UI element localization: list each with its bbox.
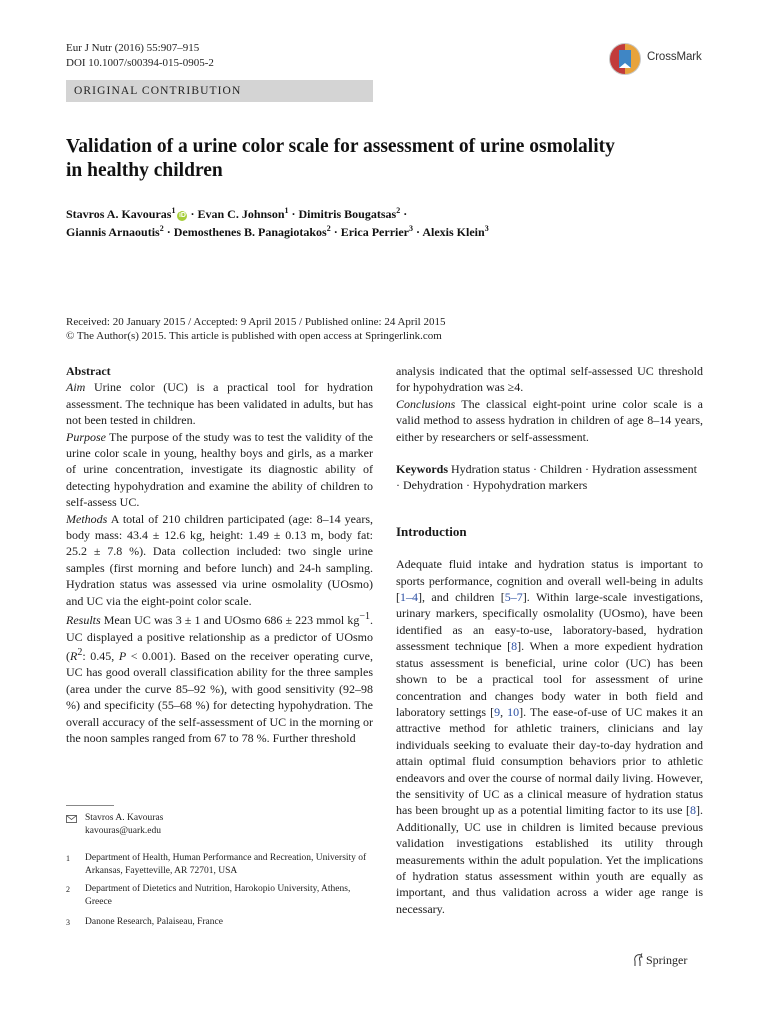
crossmark-badge[interactable] xyxy=(609,40,709,80)
keywords xyxy=(396,461,703,494)
affiliation-2 xyxy=(66,883,406,911)
conclusions-label: Conclusions xyxy=(396,396,456,411)
intro-text: ], and children [ xyxy=(418,590,505,605)
results-r: R xyxy=(70,648,78,663)
springer-horse-icon xyxy=(632,953,644,967)
aim-label: Aim xyxy=(66,380,86,395)
author-affil-sup: 1 xyxy=(171,206,176,215)
author-affil-sup: 2 xyxy=(159,224,164,233)
abstract-results xyxy=(66,609,373,746)
affiliation-number: 2 xyxy=(66,885,70,894)
copyright-line: © The Author(s) 2015. This article is published with open access at Springerlink.com xyxy=(66,330,442,342)
title-line-1: Validation of a urine color scale for assessment of urine osmolality xyxy=(66,136,615,157)
publisher-footer xyxy=(646,953,687,968)
results-text: < 0.001). Based on the receiver operating curve, UC has good overall classification ability for the three samples (area under the curve 85–92 %), with good sensitivity (92–98 %) and specificity (55–68 %) for detecting hypohydration. The overall accuracy of the self-assessment of UC in the morning or the noon samples ranged from 67 to 78 %. Further threshold xyxy=(66,648,373,745)
article-title xyxy=(66,135,706,183)
citation-link[interactable]: 9 xyxy=(494,704,501,719)
author-name[interactable]: Stavros A. Kavouras xyxy=(66,207,172,221)
author-line-2 xyxy=(66,220,489,241)
affiliation-text: Department of Dietetics and Nutrition, Harokopio University, Athens, Greece xyxy=(85,884,351,907)
intro-text: Adequate fluid intake and hydration status is important to sports performance, cognition and overall well-being in adults [ xyxy=(396,557,703,605)
affiliation-text: Department of Health, Human Performance and Recreation, University of Arkansas, Fayetteville, AR 72701, USA xyxy=(85,853,367,876)
citation-link[interactable]: 10 xyxy=(507,704,520,719)
crossmark-label: CrossMark xyxy=(647,51,702,63)
abstract-column xyxy=(66,363,373,746)
contact-name: Stavros A. Kavouras xyxy=(85,813,164,823)
results-label: Results xyxy=(66,613,101,628)
article-type-banner: ORIGINAL CONTRIBUTION xyxy=(66,80,373,102)
intro-text: ]. Additionally, UC use in children is limited because previous validation investigations established its utility through measurements within the adult population. Yet the implications of hydration status assessment within youth are equally as important, and thus validation across a wider age range is necessary. xyxy=(396,803,703,916)
author-affil-sup: 1 xyxy=(284,206,289,215)
results-text: Mean UC was 3 ± 1 and UOsmo 686 ± 223 mmol kg xyxy=(100,613,360,628)
results-sup: −1 xyxy=(359,611,370,623)
purpose-label: Purpose xyxy=(66,429,106,444)
right-column xyxy=(396,363,703,917)
citation-link[interactable]: 8 xyxy=(690,803,696,818)
methods-label: Methods xyxy=(66,511,108,526)
affiliation-number: 3 xyxy=(66,918,70,927)
author-affil-sup: 3 xyxy=(409,224,414,233)
intro-text: ]. When a more expedient hydration status assessment is beneficial, urine color (UC) has been shown to be a practical tool for assessment of urine concentration and changes body water in both field and laboratory settings [ xyxy=(396,639,703,719)
author-affil-sup: 2 xyxy=(396,206,401,215)
methods-text: A total of 210 children participated (age: 8–14 years, body mass: 43.4 ± 12.6 kg, height: 1.49 ± 0.13 m, body fat: 25.2 ± 7.8 %). Data collection included: two single urine samples (first morning and before lunch) and 24-h sampling. Hydration status was assessed via urine osmolality (UOsmo) and UC via the eight-point color scale. xyxy=(66,511,373,608)
contact-email[interactable]: kavouras@uark.edu xyxy=(85,826,162,836)
results-r-sup: 2 xyxy=(77,646,83,658)
author-name[interactable]: · Demosthenes B. Panagiotakos xyxy=(163,225,327,239)
citation-link[interactable]: 8 xyxy=(511,639,518,654)
conclusions-text: The classical eight-point urine color scale is a valid method to assess hydration in children of age 8–14 years, either by researchers or self-assessment. xyxy=(396,396,703,444)
author-name[interactable]: Giannis Arnaoutis xyxy=(66,225,160,239)
abstract-heading: Abstract xyxy=(66,364,111,378)
author-name[interactable]: · Erica Perrier xyxy=(330,225,410,239)
publication-dates: Received: 20 January 2015 / Accepted: 9 April 2015 / Published online: 24 April 2015 xyxy=(66,316,446,328)
orcid-icon[interactable]: iD xyxy=(178,212,186,219)
abstract-aim xyxy=(66,379,373,428)
author-affil-sup: 2 xyxy=(326,224,331,233)
keywords-text: Hydration status · Children · Hydration assessment · Dehydration · Hypohydration markers xyxy=(396,462,697,493)
author-separator: · xyxy=(400,207,408,221)
affiliation-text: Danone Research, Palaiseau, France xyxy=(85,917,223,927)
doi-line[interactable]: DOI 10.1007/s00394-015-0905-2 xyxy=(66,57,214,69)
citation-link[interactable]: 1–4 xyxy=(400,590,418,605)
introduction-paragraph xyxy=(396,556,703,917)
results-p: P xyxy=(118,648,127,663)
citation-link[interactable]: 5–7 xyxy=(504,590,523,605)
footnote-divider xyxy=(66,805,114,806)
abstract-purpose xyxy=(66,429,373,511)
affiliation-1 xyxy=(66,852,406,880)
corresponding-author xyxy=(66,812,386,840)
author-name[interactable]: · Dimitris Bougatsas xyxy=(288,207,397,221)
author-affil-sup: 3 xyxy=(484,224,489,233)
abstract-results-continued: analysis indicated that the optimal self-assessed UC threshold for hypohydration was ≥4. xyxy=(396,364,703,395)
author-name[interactable]: · Alexis Klein xyxy=(413,225,485,239)
crossmark-icon xyxy=(609,40,641,78)
aim-text: Urine color (UC) is a practical tool for hydration assessment. The technique has been validated in adults, but has not been tested in children. xyxy=(66,380,373,428)
abstract-methods xyxy=(66,511,373,609)
keywords-label: Keywords xyxy=(396,462,448,477)
journal-citation: Eur J Nutr (2016) 55:907–915 xyxy=(66,42,200,54)
intro-text: ]. The ease-of-use of UC makes it an attractive method for athletic trainers, clinicians and lay individuals seeking to evaluate their day-to-day hydration and attain optimal fluid consumption behaviors prior to athletic endeavors and over the course of normal daily living. However, the sensitivity of UC as a clinical measure of hydration status has been brought up as a potential limiting factor to its use [ xyxy=(396,704,703,818)
publisher-name: Springer xyxy=(646,953,688,967)
affiliation-3 xyxy=(66,916,406,930)
intro-text: , xyxy=(500,704,508,719)
title-line-2: in healthy children xyxy=(66,160,223,181)
results-text: . UC displayed a positive relationship as a predictor of UOsmo ( xyxy=(66,613,373,663)
abstract-conclusions xyxy=(396,396,703,445)
author-name[interactable]: · Evan C. Johnson xyxy=(187,207,285,221)
intro-text: ]. Within large-scale investigations, urinary markers, specifically osmolality (UOsmo), have been identified as an easy-to-use, laboratory-based, hydration assessment technique [ xyxy=(396,590,703,654)
introduction-heading: Introduction xyxy=(396,523,467,539)
purpose-text: The purpose of the study was to test the validity of the urine color scale in young, healthy boys and girls, as a marker of urine concentration, investigate its diagnostic ability of detecting hypohydration and examine the ability of children to self-assess UC. xyxy=(66,429,373,510)
affiliation-number: 1 xyxy=(66,854,70,863)
mail-icon xyxy=(66,815,77,823)
results-text: : 0.45, xyxy=(82,648,119,663)
